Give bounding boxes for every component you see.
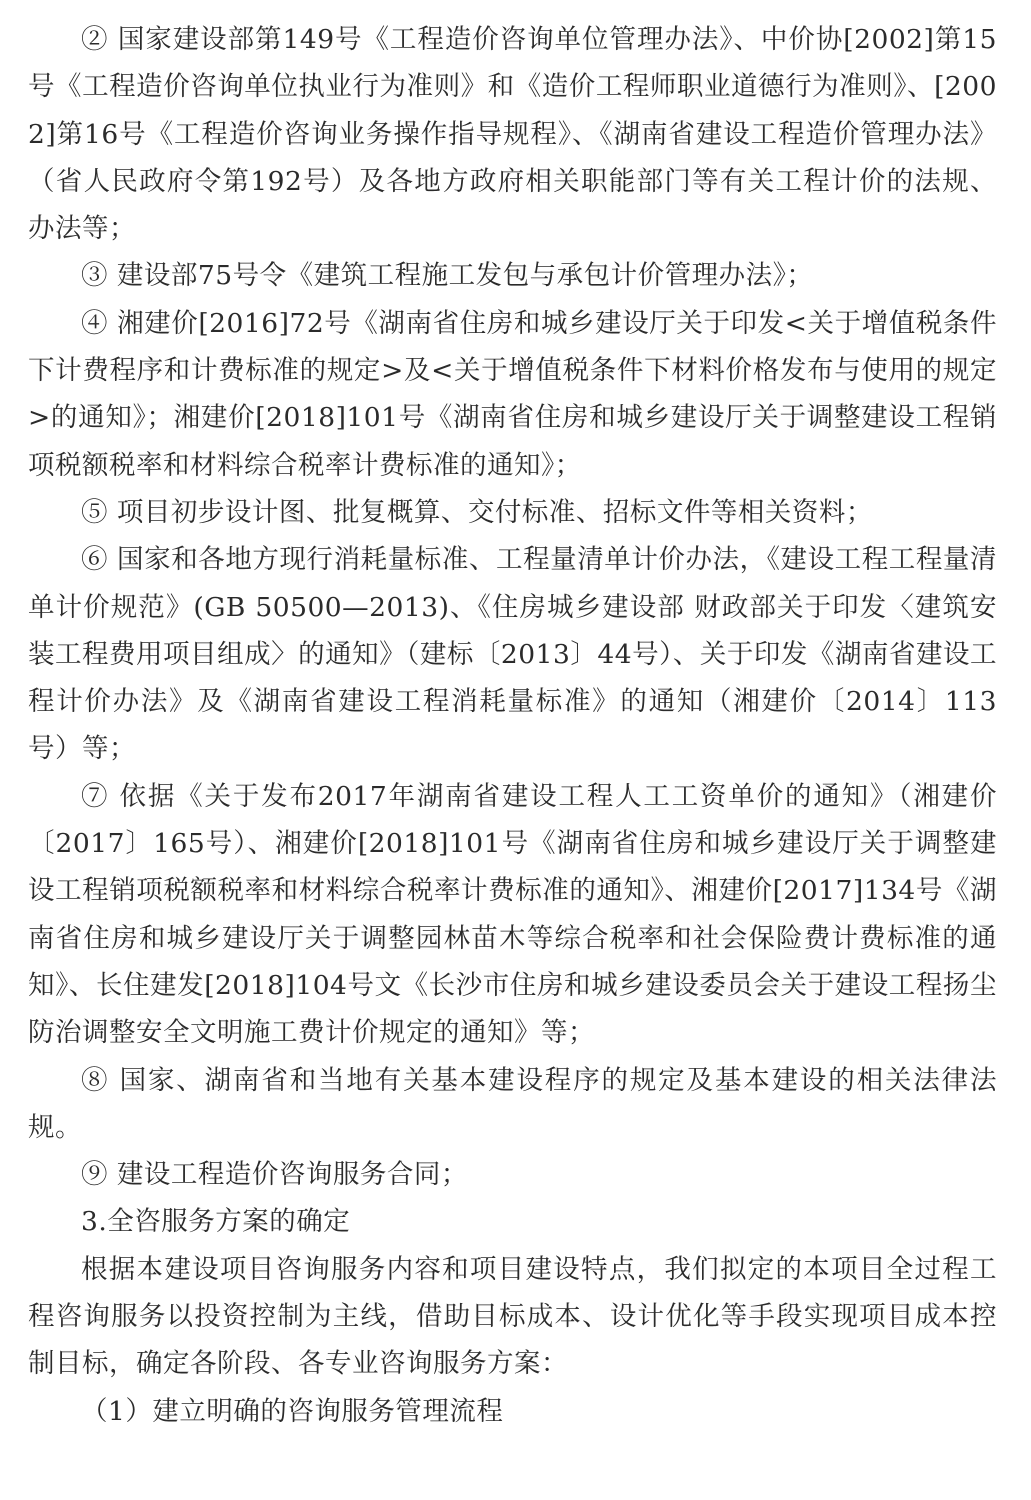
- paragraph-item-5: ⑤ 项目初步设计图、批复概算、交付标准、招标文件等相关资料；: [81, 496, 873, 528]
- paragraph-item-3: ③ 建设部75号令《建筑工程施工发包与承包计价管理办法》；: [81, 260, 814, 292]
- paragraph-item-7: ⑦ 依据《关于发布2017年湖南省建设工程人工工资单价的通知》（湘建价〔2017〕165号）、湘建价[2018]101号《湖南省住房和城乡建设厅关于调整建设工程销项税额税率和材料综合税率计费标准的通知》、湘建价[2017]134号《湖南省住房和城乡建设厅关于调整园林苗木等综合税率和社会保险费计费标准的通知》、长住建发[2018]104号文《长沙市住房和城乡建设委员会关于建设工程扬尘防治调整安全文明施工费计价规定的通知》等；: [28, 780, 997, 1049]
- paragraph-item-4: ④ 湘建价[2016]72号《湖南省住房和城乡建设厅关于印发<关于增值税条件下计费程序和计费标准的规定>及<关于增值税条件下材料价格发布与使用的规定>的通知》；湘建价[2018]101号《湖南省住房和城乡建设厅关于调整建设工程销项税额税率和材料综合税率计费标准的通知》；: [28, 307, 997, 481]
- section-intro-paragraph: 根据本建设项目咨询服务内容和项目建设特点，我们拟定的本项目全过程工程咨询服务以投资控制为主线，借助目标成本、设计优化等手段实现项目成本控制目标，确定各阶段、各专业咨询服务方案：: [28, 1253, 997, 1380]
- paragraph-item-9: ⑨ 建设工程造价咨询服务合同；: [81, 1159, 468, 1191]
- paragraph-item-6: ⑥ 国家和各地方现行消耗量标准、工程量清单计价办法，《建设工程工程量清单计价规范》(GB 50500—2013)、《住房城乡建设部 财政部关于印发〈建筑安装工程费用项目组成〉的通知》（建标〔2013〕44号）、关于印发《湖南省建设工程计价办法》及《湖南省建设工程消耗量标准》的通知（湘建价〔2014〕113号）等；: [28, 544, 997, 765]
- section-heading: 3.全咨服务方案的确定: [81, 1206, 351, 1238]
- paragraph-item-2: ② 国家建设部第149号《工程造价咨询单位管理办法》、中价协[2002]第15号《工程造价咨询单位执业行为准则》和《造价工程师职业道德行为准则》、[2002]第16号《工程造价咨询业务操作指导规程》、《湖南省建设工程造价管理办法》（省人民政府令第192号）及各地方政府相关职能部门等有关工程计价的法规、办法等；: [28, 24, 997, 245]
- paragraph-item-8: ⑧ 国家、湖南省和当地有关基本建设程序的规定及基本建设的相关法律法规。: [28, 1064, 997, 1143]
- subsection-heading: （1）建立明确的咨询服务管理流程: [81, 1395, 504, 1427]
